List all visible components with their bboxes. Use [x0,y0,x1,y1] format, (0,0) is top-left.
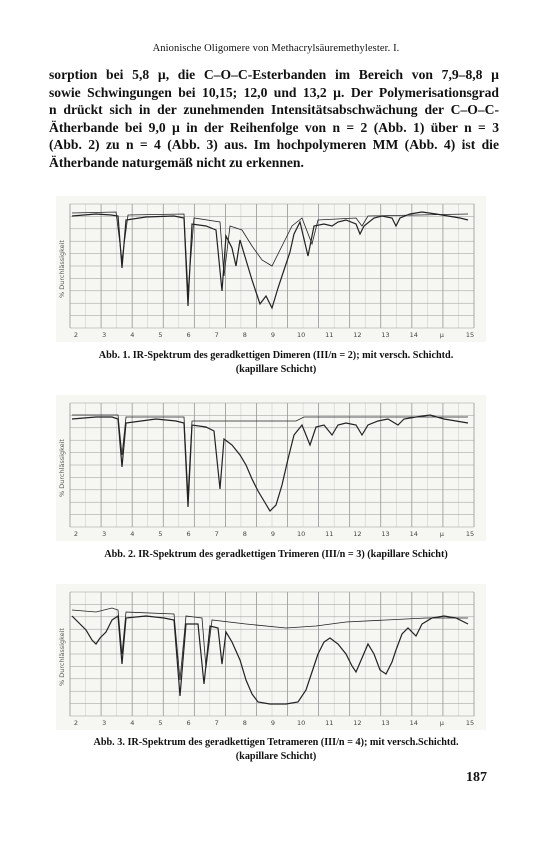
body-line: Ätherbande bei 9,0 µ in der Reihenfolge von n = 2 (Abb. 1) über n = 3 [49,119,499,135]
figure-2-caption [50,548,502,562]
body-line: (Abb. 2) zu n = 4 (Abb. 3) aus. Im hochpolymeren MM (Abb. 4) ist die [49,137,499,153]
x-tick-label: 15 [465,719,475,727]
chart-background [56,196,486,342]
x-tick-label: 10 [297,719,306,727]
x-tick-label: 9 [270,719,276,727]
x-tick-label: µ [439,331,444,339]
x-tick-label: 11 [325,719,334,727]
x-tick-label: 8 [242,719,247,727]
y-axis-label: % Durchlässigkeit [58,439,66,497]
x-tick-label: 7 [214,530,219,538]
x-tick-label: 4 [130,331,135,339]
x-tick-label: 15 [465,530,475,538]
x-tick-label: 14 [409,530,418,538]
ir-spectrum-2-chart [56,395,486,541]
x-tick-label: 3 [102,719,107,727]
page-number: 187 [466,770,487,785]
x-tick-label: 2 [73,719,79,727]
x-tick-label: 12 [353,719,362,727]
x-tick-label: 8 [242,530,247,538]
x-tick-label: 13 [381,331,390,339]
body-line: sorption bei 5,8 µ, die C–O–C-Esterbanden im Bereich von 7,9–8,8 µ [49,67,499,82]
figure-2 [56,395,486,541]
caption-line: Abb. 2. IR-Spektrum des geradkettigen Trimeren (III/n = 3) (kapillare Schicht) [104,549,448,560]
x-tick-label: 10 [297,331,306,339]
y-axis-label: % Durchlässigkeit [58,240,66,298]
x-tick-label: 7 [214,719,219,727]
caption-line: Abb. 1. IR-Spektrum des geradkettigen Dimeren (III/n = 2); mit versch. Schichtd. [98,350,454,361]
x-tick-label: 7 [214,331,219,339]
body-line: sowie Schwingungen bei 10,15; 12,0 und 13,2 µ. Der Polymerisationsgrad [49,84,499,100]
caption-line: (kapillare Schicht) [235,364,317,375]
caption-line: (kapillare Schicht) [235,751,317,762]
x-tick-label: 3 [102,331,107,339]
x-tick-label: 4 [130,530,135,538]
figure-1-caption [50,349,502,377]
x-tick-label: 9 [270,331,276,339]
x-tick-label: 6 [186,331,191,339]
x-tick-label: 15 [465,331,475,339]
x-tick-label: 5 [158,719,163,727]
x-tick-label: 6 [186,719,191,727]
x-tick-label: 5 [158,331,163,339]
x-tick-label: 2 [73,530,79,538]
x-tick-label: 8 [242,331,247,339]
x-tick-label: 13 [381,719,390,727]
body-paragraph [49,66,499,172]
x-tick-label: 2 [73,331,79,339]
x-tick-label: µ [439,719,444,727]
x-tick-label: 12 [353,530,362,538]
running-header: Anionische Oligomere von Methacrylsäuremethylester. I. [152,43,400,54]
ir-spectrum-1-chart [56,196,486,342]
figure-3-caption [50,736,502,764]
x-tick-label: 14 [409,331,418,339]
body-line: Ätherbande naturgemäß nicht zu erkennen. [49,154,304,170]
ir-spectrum-3-chart [56,584,486,730]
x-tick-label: 5 [158,530,163,538]
x-tick-label: 12 [353,331,362,339]
x-tick-label: 6 [186,530,191,538]
x-tick-label: 9 [270,530,276,538]
x-tick-labels [74,719,474,727]
x-tick-label: 13 [381,530,390,538]
x-tick-label: 11 [325,530,334,538]
figure-1 [56,196,486,342]
x-tick-label: µ [439,530,444,538]
x-tick-label: 11 [325,331,334,339]
caption-line: Abb. 3. IR-Spektrum des geradkettigen Tetrameren (III/n = 4); mit versch.Schichtd. [93,737,459,748]
body-line: n drückt sich in der zunehmenden Intensitätsabschwächung der C–O–C- [49,102,499,118]
x-tick-labels [74,331,474,339]
x-tick-label: 10 [297,530,306,538]
x-tick-label: 3 [102,530,107,538]
x-tick-label: 14 [409,719,418,727]
x-tick-label: 4 [130,719,135,727]
y-axis-label: % Durchlässigkeit [58,628,66,686]
x-tick-labels [74,530,474,538]
figure-3 [56,584,486,730]
chart-background [56,584,486,730]
